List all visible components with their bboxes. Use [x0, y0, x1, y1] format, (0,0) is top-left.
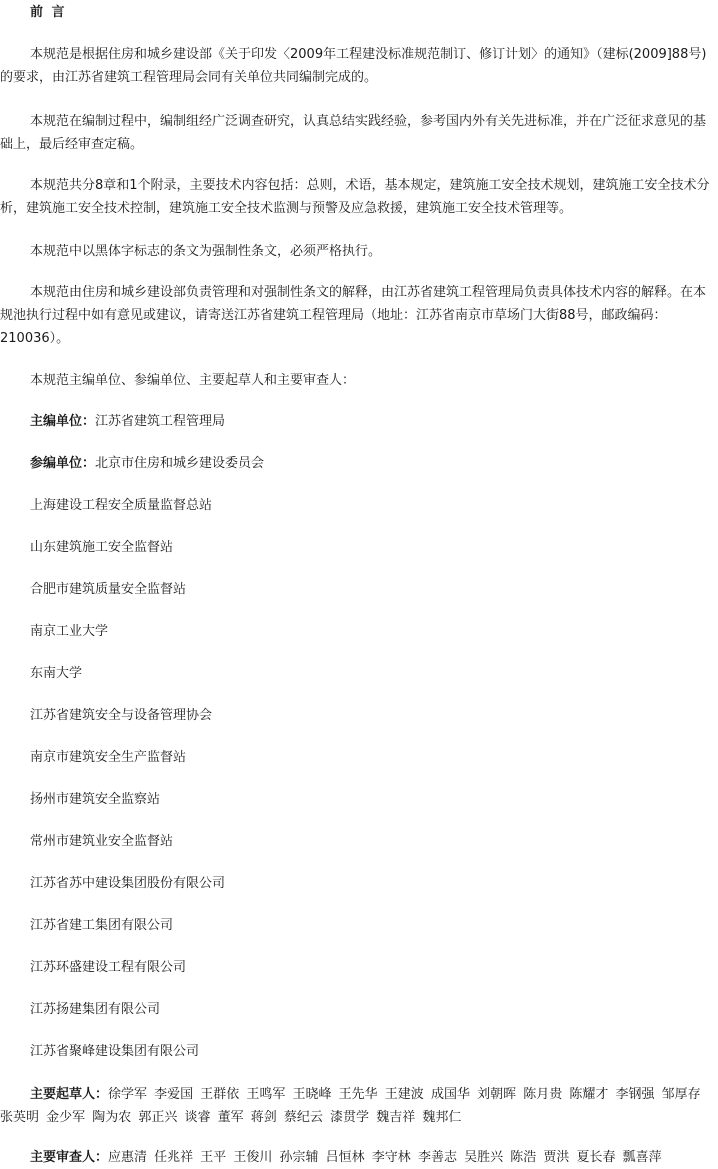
- paragraph-basis: 本规范是根据住房和城乡建设部《关于印发〈2009年工程建没标准规范制订、修订计划〉的通知》（建标(2009]88号)的要求，由江苏省建筑工程管理局会同有关单位共同编制完成的。: [0, 47, 707, 85]
- participating-unit-first: 北京市住房和城乡建设委员会: [95, 456, 265, 471]
- participating-unit-line: [30, 454, 264, 474]
- drafters-names: 徐学军 李爱国 王群依 王鸣军 王晓峰 王先华 王建波 成国华 刘朝晖 陈月贵 陈耀才 李钢强 邹厚存 张英明 金少军 陶为农 郭正兴 谈睿 董军 蒋剑 蔡纪云 漆贯学 魏吉祥 魏邦仁: [0, 1087, 701, 1125]
- participating-unit: 山东建筑施工安全监督站: [30, 540, 174, 555]
- participating-unit: 扬州市建筑安全监察站: [30, 792, 161, 807]
- paragraph-management: 本规范由住房和城乡建设部负责管理和对强制性条文的解释，由江苏省建筑工程管理局负责具体技术内容的解释。在本规池执行过程中如有意见或建议，请寄送江苏省建筑工程管理局（地址：江苏省南京市草场门大街88号，邮政编码：210036）。: [0, 285, 707, 346]
- reviewers-label: 主要审查人：: [30, 1150, 109, 1165]
- participating-units-label: 参编单位：: [30, 456, 96, 471]
- paragraph-mandatory: 本规范中以黑体字标志的条文为强制性条文，必须严格执行。: [30, 244, 382, 259]
- reviewers-paragraph: [0, 1146, 712, 1169]
- participating-unit: 江苏环盛建设工程有限公司: [30, 960, 187, 975]
- participating-unit: 南京工业大学: [30, 624, 109, 639]
- paragraph-content: 本规范共分8章和1个附录，主要技术内容包括：总则，术语，基本规定，建筑施工安全技术规划，建筑施工安全技术分析，建筑施工安全技术控制，建筑施工安全技术监测与预警及应急救援，建筑施工安全技术管理等。: [0, 178, 710, 216]
- reviewers-names: 应惠清 任兆祥 王平 王俊川 孙宗辅 吕恒林 李守林 李善志 吴胜兴 陈浩 贾洪 夏长春 瓢喜萍: [108, 1150, 662, 1165]
- participating-unit: 合肥市建筑质量安全监督站: [30, 582, 187, 597]
- chief-unit-line: [30, 412, 225, 432]
- participating-unit: 江苏省建筑安全与设备管理协会: [30, 708, 213, 723]
- participating-unit: 江苏省建工集团有限公司: [30, 918, 174, 933]
- participating-unit: 东南大学: [30, 666, 83, 681]
- drafters-label: 主要起草人：: [30, 1087, 109, 1102]
- participating-unit: 上海建设工程安全质量监督总站: [30, 498, 213, 513]
- drafters-paragraph: [0, 1083, 712, 1129]
- chief-unit-value: 江苏省建筑工程管理局: [95, 414, 226, 429]
- paragraph-units-intro: 本规范主编单位、参编单位、主要起草人和主要审查人：: [30, 373, 356, 388]
- participating-unit: 南京市建筑安全生产监督站: [30, 750, 187, 765]
- section-heading: 前 言: [30, 5, 67, 20]
- participating-unit: 常州市建筑业安全监督站: [30, 834, 174, 849]
- paragraph-process: 本规范在编制过程中，编制组经广泛调查研究，认真总结实践经验，参考国内外有关先进标准，并在广泛征求意见的基础上，最后经审查定稿。: [0, 114, 707, 152]
- participating-unit: 江苏省苏中建设集团股份有限公司: [30, 876, 226, 891]
- participating-unit: 江苏扬建集团有限公司: [30, 1002, 161, 1017]
- chief-unit-label: 主编单位：: [30, 414, 96, 429]
- participating-unit: 江苏省聚峰建设集团有限公司: [30, 1044, 200, 1059]
